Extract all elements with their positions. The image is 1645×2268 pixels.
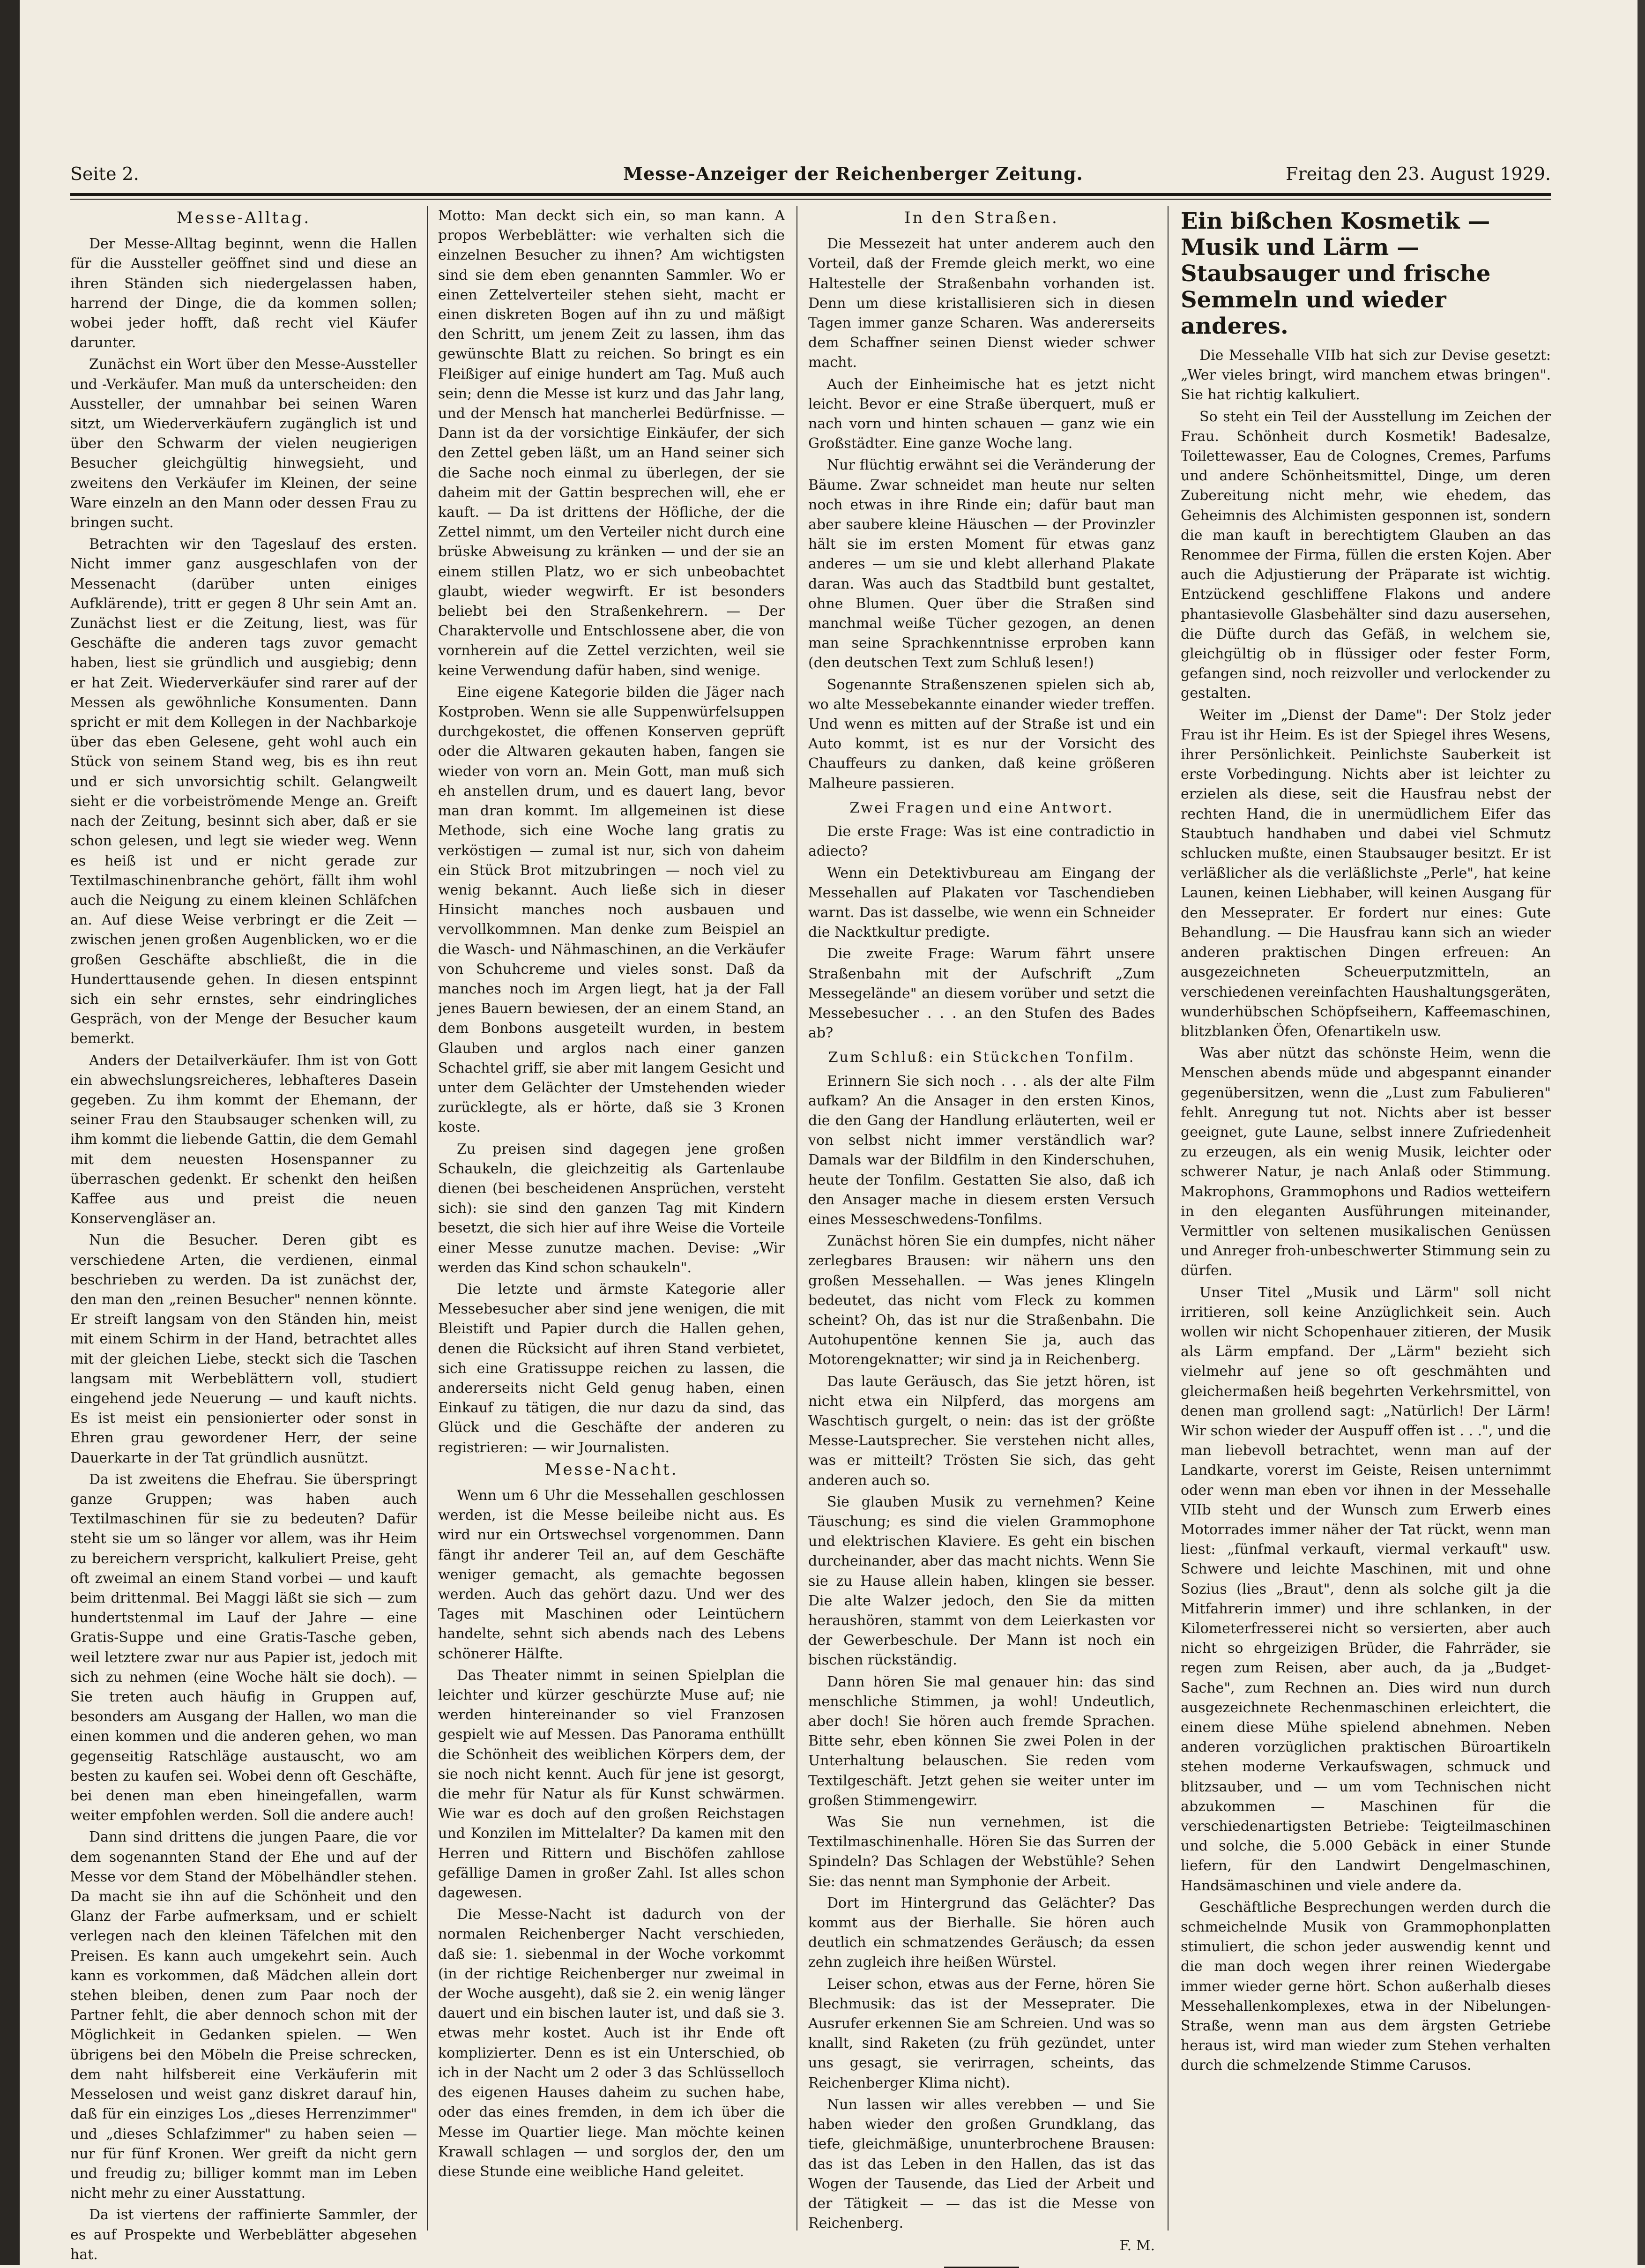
paragraph: Die erste Frage: Was ist eine contradictio in adiecto?: [808, 823, 1155, 860]
page-number: Seite 2.: [70, 164, 139, 184]
paragraph: Zunächst hören Sie ein dumpfes, nicht näher zerlegbares Brausen: wir nähern uns den großen Messehallen. — Was jenes Klingeln bedeutet, das nicht vom Fleck zu kommen scheint? Oh, das ist nur die Straßenbahn. Die Autohupentöne kennen Sie ja, auch das Motorengeknatter; wir sind ja in Reichenberg.: [808, 1233, 1155, 1368]
paragraph: Nun die Besucher. Deren gibt es verschiedene Arten, die verdienen, einmal beschrieben zu werden. Da ist zunächst der, den man den „reinen Besucher" nennen könnte. Er streift langsam von den Ständen hin, meist mit einem Schirm in der Hand, betrachtet alles mit der gleichen Liebe, steckt sich die Taschen langsam mit Werbeblättern voll, studiert eingehend jede Neuerung — und kauft nichts. Es ist meist ein pensionierter oder sonst in Ehren grau gewordener Herr, der seine Dauerkarte in der Tat gründlich ausnützt.: [70, 1232, 417, 1466]
article-heading-messe-alltag: Messe-Alltag.: [176, 209, 311, 227]
column-4: [1181, 206, 1551, 2231]
paragraph: Eine eigene Kategorie bilden die Jäger nach Kostproben. Wenn sie alle Suppenwürfelsuppen durchgekostet, die offenen Konserven geprüft oder die Altwaren gekauten haben, fangen sie wieder von vorn an. Mein Gott, man muß sich eh anstellen drum, und es dauert lang, bevor man dran kommt. Im allgemeinen ist diese Methode, sich eine Woche lang gratis zu verköstigen — zumal ist nur, sich von daheim ein Stück Brot mitzubringen — noch viel zu wenig bekannt. Auch ließe sich in dieser Hinsicht manches noch ausbauen und vervollkommnen. Man denke zum Beispiel an die Wasch- und Nähmaschinen, an die Verkäufer von Schuhcreme und vieles sonst. Daß da manches noch im Argen liegt, hat ja der Fall jenes Bauern bewiesen, der an einem Stand, an dem Bonbons ausgeteilt wurden, in bestem Glauben und arglos nach einer ganzen Schachtel griff, sie aber mit langem Gesicht und unter dem Gelächter der Umstehenden wieder zurücklegte, als er hörte, daß sie 3 Kronen koste.: [438, 684, 785, 1136]
paragraph: Anders der Detailverkäufer. Ihm ist von Gott ein abwechslungsreicheres, lebhafteres Dasein gegeben. Zu ihm kommt der Ehemann, der seiner Frau den Staubsauger schenken will, zu ihm kommt die liebende Gattin, die dem Gemahl mit dem neuesten Hosenspanner zu überraschen gedenkt. Er schenkt den heißen Kaffee aus und preist die neuen Konservengläser an.: [70, 1052, 417, 1227]
paragraph: Die Messezeit hat unter anderem auch den Vorteil, daß der Fremde gleich merkt, wo eine Haltestelle der Straßenbahn vorhanden ist. Denn um diese kristallisieren sich in diesen Tagen immer ganze Scharen. Was andererseits dem Schaffner seinen Dienst wieder schwer macht.: [808, 236, 1155, 371]
paragraph: Die zweite Frage: Warum fährt unsere Straßenbahn mit der Aufschrift „Zum Messegelände" an diesem vorüber und setzt die Messebesucher . . . an den Stufen des Bades ab?: [808, 946, 1155, 1042]
paragraph: Dort im Hintergrund das Gelächter? Das kommt aus der Bierhalle. Sie hören auch deutlich ein schmatzendes Geräusch; da essen zehn zugleich ihre heißen Würstel.: [808, 1895, 1155, 1971]
subheading-tonfilm: Zum Schluß: ein Stückchen Tonfilm.: [828, 1049, 1135, 1066]
paragraph: Das Theater nimmt in seinen Spielplan die leichter und kürzer geschürzte Muse auf; nie werden hintereinander so viel Franzosen gespielt wie auf Messen. Das Panorama enthüllt die Schönheit des weiblichen Körpers dem, der sie noch nicht kennt. Auch für jene ist gesorgt, die mehr für Natur als für Kunst schwärmen. Wie war es doch auf den großen Reichstagen und Konzilen im Mittelalter? Da kamen mit den Herren und Rittern und Bischöfen zahllose gefällige Damen in großer Zahl. Ist alles schon dagewesen.: [438, 1667, 785, 1902]
masthead-rule-thin: [70, 199, 1551, 200]
paragraph: Betrachten wir den Tageslauf des ersten. Nicht immer ganz ausgeschlafen von der Messenacht (darüber unten einiges Aufklärende), tritt er gegen 8 Uhr sein Amt an. Zunächst liest er die Zeitung, liest, was für Geschäfte die anderen tags zuvor gemacht haben, liest sie gründlich und ausgiebig; denn er hat Zeit. Wiederverkäufer sind rarer auf der Messen als gewöhnliche Konsumenten. Dann spricht er mit dem Kollegen in der Nachbarkoje über das eben Gelesene, geht wohl auch ein Stück von seinem Stand weg, bis es ihn reut und er sich unvorsichtig schilt. Gelangweilt sieht er die vorbeiströmende Menge an. Greift nach der Zeitung, besinnt sich aber, daß er sie schon gelesen, und legt sie wieder weg. Wenn es heiß ist und er nicht gerade zur Textilmaschinenbranche gehört, fällt ihm wohl auch die Neigung zu einem kleinen Schläfchen an. Auf diese Weise verbringt er die Zeit — zwischen jenen großen Augenblicken, wo er die großen Geschäfte abschließt, die in die Hunderttausende gehen. In diesen entspinnt sich ein sehr ernstes, sehr eindringliches Gespräch, von der Menge der Besucher kaum bemerkt.: [70, 536, 417, 1047]
paragraph: Das laute Geräusch, das Sie jetzt hören, ist nicht etwa ein Nilpferd, das morgens am Waschtisch gurgelt, o nein: das ist der größte Messe-Lautsprecher. Sie verstehen nicht alles, was er mitteilt? Trösten Sie sich, das geht anderen auch so.: [808, 1373, 1155, 1489]
paragraph: Da ist zweitens die Ehefrau. Sie überspringt ganze Gruppen; was haben auch Textilmaschinen für sie zu bedeuten? Dafür steht sie um so länger vor allem, was ihr Heim zu bereichern verspricht, kalkuliert Preise, geht oft zweimal an einem Stand vorbei — und kauft beim drittenmal. Bei Maggi läßt sie sich — zum hundertstenmal im Lauf der Jahre — eine Gratis-Suppe und eine Gratis-Tasche geben, weil letztere zwar nur aus Papier ist, jedoch mit sich zu nehmen (eine Woche hält sie doch). — Sie treten auch häufig in Gruppen auf, besonders am Ausgang der Hallen, wo man die einen kommen und die anderen gehen, wo man gegenseitig Ratschläge austauscht, wo am besten zu kaufen sei. Wobei denn oft Geschäfte, bei denen man eben hineingefallen, warm weiter empfohlen werden. Soll die andere auch!: [70, 1471, 417, 1824]
paragraph: Dann sind drittens die jungen Paare, die vor dem sogenannten Stand der Ehe und auf der Messe vor dem Stand der Möbelhändler stehen. Da macht sie ihn auf die Schönheit und den Glanz der Farbe aufmerksam, und er schielt verlegen nach den kleinen Täfelchen mit den Preisen. Es kann auch umgekehrt sein. Auch kann es vorkommen, daß Mädchen allein dort stehen bleiben, denen zum Paar noch der Partner fehlt, die aber dennoch schon mit der Möglichkeit in Gedanken spielen. — Wen übrigens bei den Möbeln die Preise schrecken, dem naht hilfsbereit eine Verkäuferin mit Messelosen und weist ganz diskret darauf hin, daß für ein einziges Los „dieses Herrenzimmer" und „dieses Schlafzimmer" zu haben seien — nur für fünf Kronen. Wer greift da nicht gern und freudig zu; billiger kommt man im Leben nicht mehr zu einer Ausstattung.: [70, 1829, 417, 2202]
paragraph: Erinnern Sie sich noch . . . als der alte Film aufkam? An die Ansager in den ersten Kinos, die den Gang der Handlung erläuterten, weil er von selbst nicht immer verständlich war? Damals war der Bildfilm in den Kinderschuhen, heute der Tonfilm. Gestatten Sie also, daß ich den Ansager mache in diesem ersten Versuch eines Messeschwedens-Tonfilms.: [808, 1073, 1155, 1228]
paragraph: Was Sie nun vernehmen, ist die Textilmaschinenhalle. Hören Sie das Surren der Spindeln? Das Schlagen der Webstühle? Sehen Sie: das nennt man Symphonie der Arbeit.: [808, 1814, 1155, 1890]
paragraph: Nur flüchtig erwähnt sei die Veränderung der Bäume. Zwar schneidet man heute nur selten noch etwas in ihre Rinde ein; dafür baut man aber saubere kleine Häuschen — der Provinzler hält sie im ersten Moment für etwas ganz anderes — um sie und klebt allerhand Plakate daran. Was auch das Stadtbild bunt gestaltet, ohne Blumen. Quer über die Straßen sind manchmal weiße Tücher gezogen, an denen man seine Sprachkenntnisse erproben kann (den deutschen Text zum Schluß lesen!): [808, 457, 1155, 671]
paragraph: Geschäftliche Besprechungen werden durch die schmeichelnde Musik von Grammophonplatten stimuliert, die schon jeder auswendig kennt und die man doch wegen ihrer reinen Wiedergabe immer wieder gerne hört. Schon außerhalb dieses Messehallenkomplexes, etwa in der Nibelungen-Straße, wenn man aus dem ärgsten Getriebe heraus ist, wird man wieder zum Stehen verhalten durch die schmelzende Stimme Carusos.: [1181, 1899, 1551, 2074]
scan-edge-left: [0, 0, 20, 2265]
paragraph: Unser Titel „Musik und Lärm" soll nicht irritieren, soll keine Anzüglichkeit sein. Auch wollen wir nicht Schopenhauer zitieren, der Musik als Lärm empfand. Der „Lärm" bezieht sich vielmehr auf jene so oft geschmähten und gleichermaßen heiß begehrten Verkehrsmittel, von denen man grollend sagt: „Natürlich! Der Lärm! Wir schon wieder der Auspuff offen ist . . .", und die man liebevoll betrachtet, wenn man auf der Landkarte, vorerst im Geiste, Reisen unternimmt oder wenn man eben vor ihnen in der Messehalle VIIb steht und der Wunsch zum Erwerb eines Motorrades immer näher der Tat rückt, wenn man liest: „fünfmal verkauft, viermal verkauft" usw. Schwere und leichte Maschinen, mit und ohne Sozius (lies „Braut", denn als solche gilt ja die Mitfahrerin immer) und ihre schlanken, in der Kilometerfresserei nicht so versierten, aber auch nicht so ehrgeizigen Brüder, die Fahrräder, sie regen zum Reisen, aber auch, da ja „Budget-Sache", zum Rechnen an. Dies wird nun durch ausgezeichnete Rechenmaschinen erleichtert, die einem diese Mühe spielend abnehmen. Neben anderen vorzüglichen praktischen Büroartikeln stehen moderne Verkaufswagen, schmuck und blitzsauber, und — um vom Technischen nicht abzukommen — Maschinen für die verschiedenartigsten Betriebe: Teigteilmaschinen und solche, die 5.000 Gebäck in einer Stunde liefern, für den Landwirt Dengelmaschinen, Handsämaschinen und viele andere da.: [1181, 1284, 1551, 1894]
column-separator: [1168, 206, 1169, 2231]
article-headline-kosmetik: Ein bißchen Kosmetik — Musik und Lärm — Staubsauger und frische Semmeln und wieder anderes.: [1181, 208, 1491, 339]
paragraph: Motto: Man deckt sich ein, so man kann. A propos Werbeblätter: wie verhalten sich die einzelnen Besucher zu ihnen? Am wichtigsten sind sie dem eben genannten Sammler. Wo er einen Zettelverteiler stehen sieht, macht er einen diskreten Bogen auf ihn zu und mäßigt den Schritt, um jenem Zeit zu lassen, ihm das gewünschte Blatt zu reichen. So bringt es ein Fleißiger auf einige hundert am Tag. Muß auch sein; denn die Messe ist kurz und das Jahr lang, und der Mensch hat mancherlei Bedürfnisse. — Dann ist da der vorsichtige Einkäufer, der sich den Zettel geben läßt, um an Hand seiner sich die Sache noch einmal zu überlegen, der sie daheim mit der Gattin besprechen will, ehe er kauft. — Da ist drittens der Höfliche, der die Zettel nimmt, um den Verteiler nicht durch eine brüske Abweisung zu kränken — und der sie an einem stillen Platz, wo er sich unbeobachtet glaubt, wieder wegwirft. Er ist besonders beliebt bei den Straßenkehrern. — Der Charaktervolle und Entschlossene aber, die von vornherein auf die Zettel verzichten, weil sie keine Verwendung dafür haben, sind wenige.: [438, 208, 785, 679]
column-2: [438, 206, 785, 2231]
paragraph: Weiter im „Dienst der Dame": Der Stolz jeder Frau ist ihr Heim. Es ist der Spiegel ihres Wesens, ihrer Persönlichkeit. Peinlichste Sauberkeit ist erste Vorbedingung. Nichts aber ist leichter zu erzielen als diese, seit die Hausfrau nebst der rechten Hand, die in unermüdlichem Eifer das Staubtuch handhaben und dabei viel Schmutz schlucken mußte, einen Staubsauger besitzt. Er ist verläßlicher als die verläßlichste „Perle", hat keine Launen, keinen Liebhaber, will keinen Ausgang für den Messeprater. Er fordert nur eines: Gute Behandlung. — Die Hausfrau kann sich an wieder anderen praktischen Dingen erfreuen: An ausgezeichneten Scheuerputzmitteln, an verschiedenen vereinfachten Haushaltungsgeräten, wunderhübschen Schöpfseihern, Kaffeemaschinen, blitzblanken Öfen, Ofenartikeln usw.: [1181, 707, 1551, 1040]
paragraph: Wenn ein Detektivbureau am Eingang der Messehallen auf Plakaten vor Taschendieben warnt. Das ist dasselbe, wie wenn ein Schneider die Nacktkultur predigte.: [808, 865, 1155, 941]
paragraph: Der Messe-Alltag beginnt, wenn die Hallen für die Aussteller geöffnet sind und diese an ihren Ständen sich niedergelassen haben, harrend der Dinge, die da kommen sollen; wobei jeder hofft, daß recht viel Käufer darunter.: [70, 236, 417, 351]
column-separator: [427, 206, 428, 2231]
paragraph: Sie glauben Musik zu vernehmen? Keine Täuschung; es sind die vielen Grammophone und elektrischen Klaviere. Es geht ein bischen durcheinander, aber das macht nichts. Wenn Sie sie zu Hause allein haben, klingen sie besser. Die alte Walzer jedoch, den Sie da mitten heraushören, stammt von dem Leierkasten vor der Gewerbeschule. Der Mann ist noch ein bischen rückständig.: [808, 1493, 1155, 1669]
author-signature: F. M.: [1119, 2238, 1155, 2254]
paragraph: Die Messehalle VIIb hat sich zur Devise gesetzt: „Wer vieles bringt, wird manchem etwas bringen". Sie hat richtig kalkuliert.: [1181, 347, 1551, 403]
issue-date: Freitag den 23. August 1929.: [1286, 164, 1551, 184]
paragraph: Sogenannte Straßenszenen spielen sich ab, wo alte Messebekannte einander wieder treffen. Und wenn es mitten auf der Straße ist und ein Auto kommt, ist es nur der Vorsicht des Chauffeurs zu danken, daß keine größeren Malheure passieren.: [808, 676, 1155, 792]
masthead-rule: [70, 193, 1551, 196]
column-separator: [796, 206, 797, 2231]
paper-title: Messe-Anzeiger der Reichenberger Zeitung.: [623, 163, 1083, 184]
paragraph: Was aber nützt das schönste Heim, wenn die Menschen abends müde und abgespannt einander gegenübersitzen, wenn die „Lust zum Fabulieren" fehlt. Anregung tut not. Nichts aber ist besser geeignet, gute Laune, selbst innere Zufriedenheit zu erzeugen, als ein wenig Musik, leichter oder schwerer Natur, je nach Anlaß oder Stimmung. Makrophons, Grammophons und Radios wetteifern in den eleganten Ausführungen miteinander, Vermittler von seltenen musikalischen Genüssen und Anreger froh-unbeschwerter Stimmung sein zu dürfen.: [1181, 1045, 1551, 1279]
article-heading-in-den-strassen: In den Straßen.: [904, 209, 1059, 227]
masthead: [70, 157, 1551, 190]
column-3: [808, 206, 1155, 2254]
paragraph: Leiser schon, etwas aus der Ferne, hören Sie Blechmusik: das ist der Messeprater. Die Ausrufer erkennen Sie am Schreien. Und was so knallt, sind Raketen (zu früh gezündet, unter uns gesagt, sie verirragen, scheints, das Reichenberger Klima nicht).: [808, 1976, 1155, 2091]
paragraph: Da ist viertens der raffinierte Sammler, der es auf Prospekte und Werbeblätter abgesehen hat.: [70, 2207, 417, 2263]
paragraph: Zunächst ein Wort über den Messe-Aussteller und -Verkäufer. Man muß da unterscheiden: den Aussteller, der umnahbar bei seinen Waren sitzt, um Wiederverkäufern zugänglich ist und über den Schwarm der vielen neugierigen Besucher gleichgültig hinwegsieht, und zweitens den Verkäufer im Kleinen, der seine Ware einzeln an den Mann oder dessen Frau zu bringen sucht.: [70, 356, 417, 531]
paragraph: Nun lassen wir alles verebben — und Sie haben wieder den großen Grundklang, das tiefe, gleichmäßige, ununterbrochene Brausen: das ist das Leben in den Hallen, das ist das Wogen der Tausende, das Lied der Arbeit und der Tätigkeit — — das ist die Messe von Reichenberg.: [808, 2096, 1155, 2232]
subheading-zwei-fragen: Zwei Fragen und eine Antwort.: [849, 799, 1114, 816]
paragraph: Wenn um 6 Uhr die Messehallen geschlossen werden, ist die Messe beileibe nicht aus. Es wird nur ein Ortswechsel vorgenommen. Dann fängt ihr anderer Teil an, auf dem Geschäfte weniger gemacht, als gemachte begossen werden. Auch das gehört dazu. Und wer des Tages mit Maschinen oder Leintüchern handelte, sehnt sich abends nach des Lebens schönerer Hälfte.: [438, 1487, 785, 1662]
paragraph: Zu preisen sind dagegen jene großen Schaukeln, die gleichzeitig als Gartenlaube dienen (bei bescheidenen Ansprüchen, versteht sich): sie sind den ganzen Tag mit Kindern besetzt, die sich hier auf ihre Weise die Vorteile einer Messe zunutze machen. Devise: „Wir werden das Kind schon schaukeln".: [438, 1141, 785, 1276]
article-end-rule: [944, 2267, 1019, 2268]
article-heading-messe-nacht: Messe-Nacht.: [544, 1460, 678, 1479]
paragraph: So steht ein Teil der Ausstellung im Zeichen der Frau. Schönheit durch Kosmetik! Badesalze, Toilettewasser, Eau de Colognes, Cremes, Parfums und andere Schönheitsmittel, Dinge, um deren Zubereitung nicht mehr, wie ehedem, das Geheimnis des Alchimisten gesponnen ist, sondern die man kauft in berechtigtem Glauben an das Renommee der Firma, füllen die ersten Kojen. Aber auch die Adjustierung der Präparate ist wichtig. Entzückend geschliffene Flakons und andere phantasievolle Glasbehälter sind dazu ausersehen, die Düfte durch das Gefäß, in welchem sie, gleichgültig ob in flüssiger oder fester Form, gefangen sind, noch reizvoller und verlockender zu gestalten.: [1181, 408, 1551, 702]
paragraph: Auch der Einheimische hat es jetzt nicht leicht. Bevor er eine Straße überquert, muß er nach vorn und hinten schauen — ganz wie ein Großstädter. Eine ganze Woche lang.: [808, 376, 1155, 452]
paragraph: Die letzte und ärmste Kategorie aller Messebesucher aber sind jene wenigen, die mit Bleistift und Papier durch die Hallen gehen, denen die Rücksicht auf ihren Stand verbietet, sich eine Gratissuppe reichen zu lassen, die andererseits nicht Geld genug haben, einen Einkauf zu tätigen, die nur dazu da sind, das Glück und die Geschäfte der anderen zu registrieren: — wir Journalisten.: [438, 1281, 785, 1456]
column-1: [70, 206, 417, 2263]
scan-edge-right: [1638, 0, 1645, 2265]
paragraph: Dann hören Sie mal genauer hin: das sind menschliche Stimmen, ja wohl! Undeutlich, aber doch! Sie hören auch fremde Sprachen. Bitte sehr, eben können Sie zwei Polen in der Unterhaltung belauschen. Sie reden vom Textilgeschäft. Jetzt gehen sie weiter unter im großen Stimmengewirr.: [808, 1673, 1155, 1809]
paragraph: Die Messe-Nacht ist dadurch von der normalen Reichenberger Nacht verschieden, daß sie: 1. siebenmal in der Woche vorkommt (in der richtige Reichenberger nur zweimal in der Woche ausgeht), daß sie 2. ein wenig länger dauert und ein bischen lauter ist, und daß sie 3. etwas mehr kostet. Auch ist ihr Ende oft komplizierter. Denn es ist ein Unterschied, ob ich in der Nacht um 2 oder 3 das Schlüsselloch des eigenen Hauses daheim zu suchen habe, oder das eines fremden, in dem ich über die Messe im Quartier liege. Man möchte keinen Krawall schlagen — und sorglos der, den um diese Stunde eine weibliche Hand geleitet.: [438, 1906, 785, 2180]
